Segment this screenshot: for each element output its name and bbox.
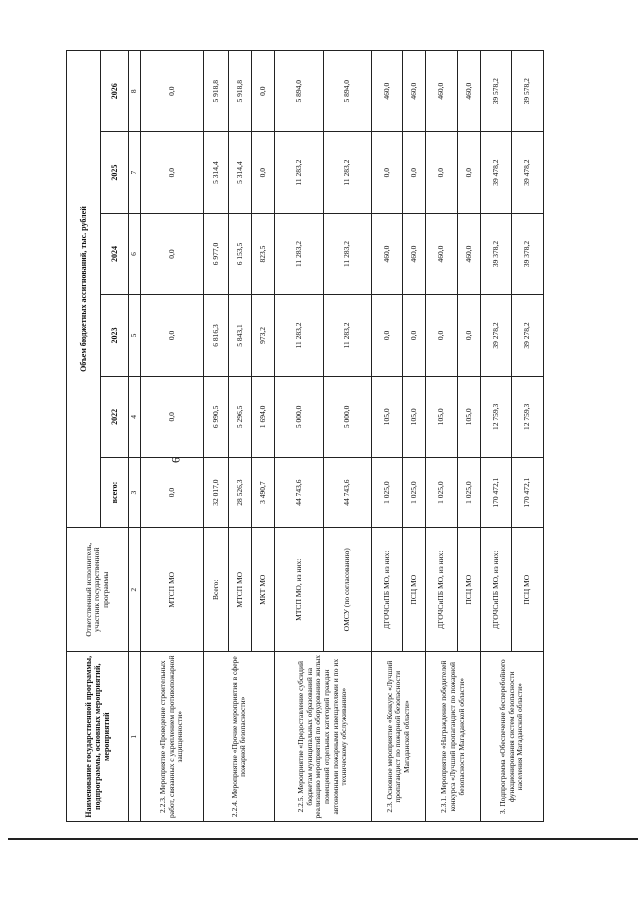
row-value: 1 694,0	[252, 376, 275, 457]
row-value: 0,0	[426, 295, 457, 376]
column-number: 7	[129, 132, 141, 213]
row-value: 39 378,2	[512, 213, 544, 294]
table-row	[371, 51, 402, 822]
row-value: 39 278,2	[512, 295, 544, 376]
column-number: 4	[129, 376, 141, 457]
header-row-top	[67, 51, 101, 822]
row-value: 39 378,2	[480, 213, 511, 294]
row-value: 3 490,7	[252, 458, 275, 528]
column-number: 3	[129, 458, 141, 528]
row-value: 460,0	[403, 51, 426, 132]
row-value: 11 283,2	[275, 132, 323, 213]
row-executor: МТСП МО	[141, 528, 204, 652]
row-executor: ПСЦ МО	[457, 528, 480, 652]
row-value: 39 478,2	[480, 132, 511, 213]
rotated-table-container	[66, 50, 544, 822]
row-value: 460,0	[457, 51, 480, 132]
row-executor: ДГОЧСиПБ МО, из них:	[480, 528, 511, 652]
column-number: 1	[129, 652, 141, 822]
header-year: 2025	[101, 132, 129, 213]
row-value: 44 743,6	[323, 458, 371, 528]
row-value: 11 283,2	[275, 213, 323, 294]
row-executor: ПСЦ МО	[512, 528, 544, 652]
row-name: 2.2.3. Мероприятие «Проведение строительных работ, связанных с укреплением противопожарной защищенности»	[141, 652, 204, 822]
row-value: 0,0	[371, 295, 402, 376]
row-value: 6 816,3	[203, 295, 228, 376]
row-value: 5 894,0	[323, 51, 371, 132]
row-value: 5 314,4	[203, 132, 228, 213]
table-row	[275, 51, 323, 822]
row-value: 12 759,3	[512, 376, 544, 457]
row-value: 105,0	[457, 376, 480, 457]
page-bottom-rule	[8, 838, 638, 840]
row-value: 0,0	[252, 132, 275, 213]
row-value: 5 918,8	[203, 51, 228, 132]
column-number: 5	[129, 295, 141, 376]
row-value: 823,5	[252, 213, 275, 294]
row-value: 0,0	[457, 295, 480, 376]
header-total: всего:	[101, 458, 129, 528]
row-value: 460,0	[426, 51, 457, 132]
row-value: 460,0	[371, 213, 402, 294]
budget-table	[66, 50, 544, 822]
row-executor: МТСП МО, из них:	[275, 528, 323, 652]
table-row	[480, 51, 511, 822]
row-value: 0,0	[141, 458, 204, 528]
header-year: 2023	[101, 295, 129, 376]
row-value: 105,0	[426, 376, 457, 457]
column-number: 6	[129, 213, 141, 294]
row-executor: ДГОЧСиПБ МО, из них:	[371, 528, 402, 652]
row-value: 460,0	[457, 213, 480, 294]
row-value: 0,0	[141, 132, 204, 213]
header-budget: Объем бюджетных ассигнований, тыс. рублей	[67, 51, 101, 528]
table-row	[141, 51, 204, 822]
row-value: 0,0	[403, 295, 426, 376]
row-value: 28 526,3	[229, 458, 252, 528]
row-value: 460,0	[426, 213, 457, 294]
row-executor: Всего:	[203, 528, 228, 652]
row-value: 44 743,6	[275, 458, 323, 528]
header-year: 2026	[101, 51, 129, 132]
row-value: 5 000,0	[275, 376, 323, 457]
row-executor: ОМСУ (по согласованию)	[323, 528, 371, 652]
row-name: 2.3.1. Мероприятие «Награждение победителей конкурса «Лучший пропагандист по пожарной безопасности Магаданской области»	[426, 652, 481, 822]
row-value: 105,0	[371, 376, 402, 457]
row-name: 2.3. Основное мероприятие «Конкурс «Лучший пропагандист по пожарной безопасности Магаданской области»	[371, 652, 426, 822]
row-value: 105,0	[403, 376, 426, 457]
column-number: 2	[129, 528, 141, 652]
row-name: 3. Подпрограмма «Обеспечение бесперебойного функционирования систем безопасности населения Магаданской области»	[480, 652, 543, 822]
row-value: 5 918,8	[229, 51, 252, 132]
row-value: 11 283,2	[323, 213, 371, 294]
row-name: 2.2.5. Мероприятие «Предоставление субсидий бюджетам муниципальных образований на реализацию мероприятий по оборудованию жилых помещений отдельных категорий граждан автономными пожарными извещателями и по их техническому обслуживанию»	[275, 652, 372, 822]
row-value: 0,0	[141, 213, 204, 294]
header-executor: Ответственный исполнитель, участник государственной программы	[67, 528, 129, 652]
row-value: 6 990,5	[203, 376, 228, 457]
row-value: 39 578,2	[480, 51, 511, 132]
row-value: 32 017,0	[203, 458, 228, 528]
row-value: 11 283,2	[275, 295, 323, 376]
row-executor: МТСП МО	[229, 528, 252, 652]
row-value: 1 025,0	[371, 458, 402, 528]
row-value: 0,0	[371, 132, 402, 213]
column-number: 8	[129, 51, 141, 132]
row-value: 170 472,1	[480, 458, 511, 528]
header-year: 2022	[101, 376, 129, 457]
row-value: 1 025,0	[403, 458, 426, 528]
page-number: 6	[168, 457, 183, 463]
row-value: 5 843,1	[229, 295, 252, 376]
row-value: 39 478,2	[512, 132, 544, 213]
row-value: 11 283,2	[323, 295, 371, 376]
row-value: 5 314,4	[229, 132, 252, 213]
row-name: 2.2.4. Мероприятие «Прочие мероприятия в сфере пожарной безопасности»	[203, 652, 274, 822]
header-row-numbers	[129, 51, 141, 822]
row-value: 6 153,5	[229, 213, 252, 294]
row-value: 39 578,2	[512, 51, 544, 132]
row-value: 1 025,0	[426, 458, 457, 528]
row-value: 0,0	[252, 51, 275, 132]
header-year: 2024	[101, 213, 129, 294]
row-value: 0,0	[457, 132, 480, 213]
row-value: 0,0	[403, 132, 426, 213]
row-value: 460,0	[371, 51, 402, 132]
row-value: 5 000,0	[323, 376, 371, 457]
row-executor: ПСЦ МО	[403, 528, 426, 652]
row-value: 39 278,2	[480, 295, 511, 376]
row-value: 0,0	[141, 51, 204, 132]
row-value: 973,2	[252, 295, 275, 376]
row-value: 0,0	[141, 295, 204, 376]
row-value: 11 283,2	[323, 132, 371, 213]
row-value: 12 759,3	[480, 376, 511, 457]
row-value: 460,0	[403, 213, 426, 294]
row-value: 1 025,0	[457, 458, 480, 528]
row-value: 5 894,0	[275, 51, 323, 132]
row-value: 0,0	[426, 132, 457, 213]
header-name: Наименование государственной программы, подпрограммы, основных мероприятий, мероприятий	[67, 652, 129, 822]
row-executor: МКТ МО	[252, 528, 275, 652]
row-value: 5 296,5	[229, 376, 252, 457]
table-row	[203, 51, 228, 822]
table-row	[426, 51, 457, 822]
row-value: 0,0	[141, 376, 204, 457]
row-value: 170 472,1	[512, 458, 544, 528]
row-value: 6 977,0	[203, 213, 228, 294]
row-executor: ДГОЧСиПБ МО, из них:	[426, 528, 457, 652]
